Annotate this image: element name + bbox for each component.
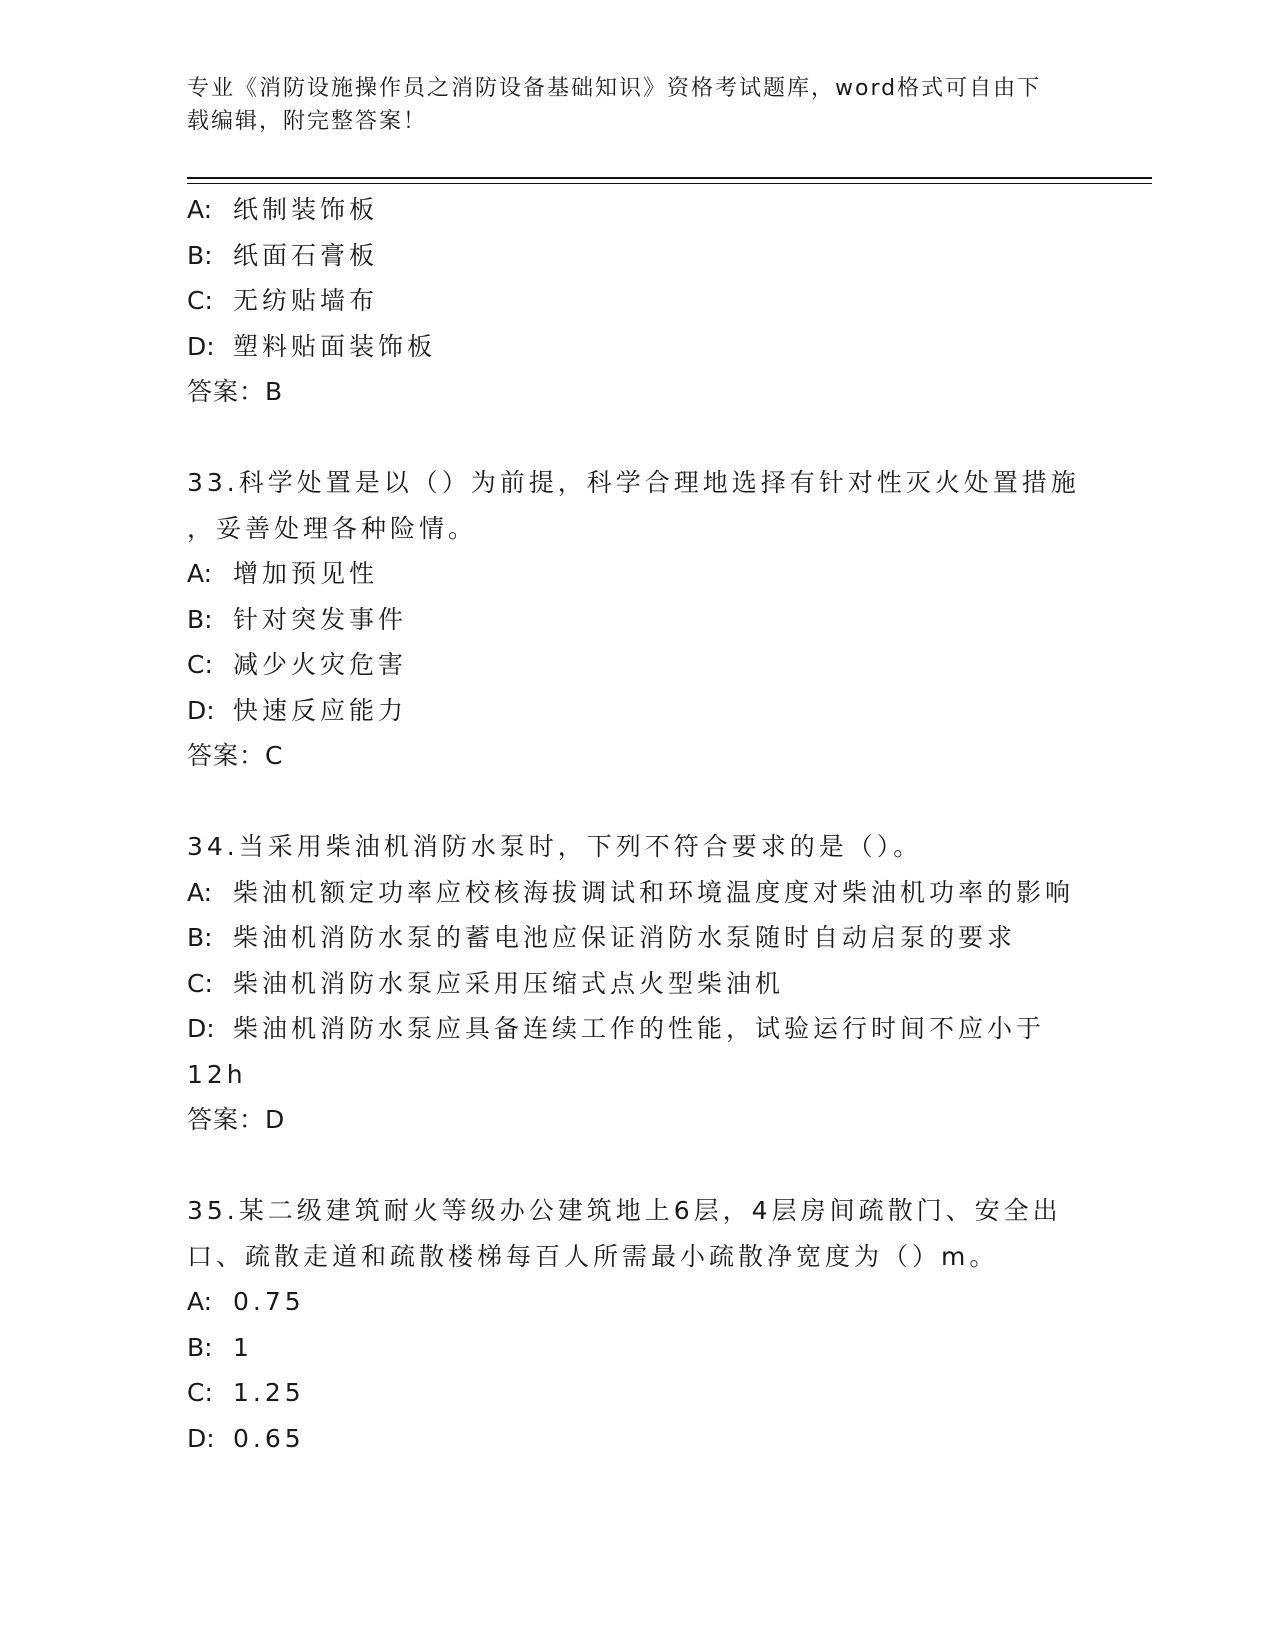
option-letter: B: [187, 1332, 213, 1362]
option-letter: D: [187, 331, 215, 361]
option-letter: D: [187, 1423, 215, 1453]
option-letter: C: [187, 650, 213, 679]
spacer [187, 415, 1087, 461]
option-text: 增加预见性 [233, 559, 379, 588]
spacer [187, 779, 1087, 825]
option-letter: A: [187, 195, 213, 224]
option-d [187, 1416, 1087, 1462]
header-divider-thick [187, 177, 1152, 179]
question-32-block [187, 187, 1087, 415]
question-stem-continued: ，妥善处理各种险情。 [187, 513, 478, 543]
option-b [187, 1325, 1087, 1371]
option-d [187, 688, 1087, 734]
question-stem-continued: 口、疏散走道和疏散楼梯每百人所需最小疏散净宽度为（）m。 [187, 1241, 999, 1271]
option-letter: A: [187, 1287, 213, 1316]
option-d [187, 324, 1087, 370]
question-stem: 34.当采用柴油机消防水泵时，下列不符合要求的是（）。 [187, 832, 923, 861]
spacer [187, 1143, 1087, 1189]
option-text: 快速反应能力 [233, 695, 408, 725]
option-text: 柴油机消防水泵应采用压缩式点火型柴油机 [233, 968, 785, 998]
option-text: 0.65 [233, 1423, 305, 1453]
option-letter: B: [187, 240, 213, 270]
option-letter: B: [187, 923, 213, 952]
option-letter: B: [187, 604, 213, 634]
option-a [187, 1279, 1087, 1325]
option-letter: C: [187, 286, 213, 315]
option-text: 柴油机消防水泵应具备连续工作的性能，试验运行时间不应小于 [233, 1014, 1046, 1043]
option-text: 柴油机额定功率应校核海拔调试和环境温度度对柴油机功率的影响 [233, 877, 1075, 907]
option-text: 无纺贴墙布 [233, 286, 379, 315]
option-b [187, 915, 1087, 961]
option-c [187, 642, 1087, 688]
header-line-2: 载编辑，附完整答案！ [187, 109, 428, 134]
question-stem: 33.科学处置是以（）为前提，科学合理地选择有针对性灭火处置措施 [187, 468, 1080, 497]
option-text: 减少火灾危害 [233, 650, 408, 679]
option-c [187, 1370, 1087, 1416]
question-content [187, 187, 1087, 1461]
document-header [187, 72, 1067, 138]
question-33-block [187, 460, 1087, 779]
question-34-block [187, 824, 1087, 1143]
option-letter: A: [187, 877, 213, 907]
option-a [187, 551, 1087, 597]
option-letter: A: [187, 559, 213, 588]
option-letter: D: [187, 1014, 215, 1043]
answer-line: 答案：D [187, 1105, 286, 1134]
question-35-block [187, 1188, 1087, 1461]
option-a [187, 187, 1087, 233]
option-text: 纸制装饰板 [233, 195, 379, 224]
answer-line: 答案：B [187, 377, 284, 406]
header-divider-thin [187, 183, 1152, 184]
option-text: 1 [233, 1332, 253, 1362]
option-b [187, 233, 1087, 279]
option-text: 柴油机消防水泵的蓄电池应保证消防水泵随时自动启泵的要求 [233, 923, 1017, 952]
option-d-continued: 12h [187, 1059, 247, 1089]
option-letter: D: [187, 695, 215, 725]
header-line-1: 专业《消防设施操作员之消防设备基础知识》资格考试题库，word格式可自由下 [187, 76, 1042, 101]
option-text: 针对突发事件 [233, 604, 408, 634]
question-stem: 35.某二级建筑耐火等级办公建筑地上6层，4层房间疏散门、安全出 [187, 1196, 1062, 1225]
option-text: 0.75 [233, 1287, 305, 1316]
option-text: 纸面石膏板 [233, 240, 379, 270]
option-a [187, 870, 1087, 916]
option-text: 塑料贴面装饰板 [233, 331, 437, 361]
option-c [187, 961, 1087, 1007]
option-b [187, 597, 1087, 643]
answer-line: 答案：C [187, 741, 284, 770]
option-letter: C: [187, 1378, 213, 1407]
option-text: 1.25 [233, 1378, 305, 1407]
option-letter: C: [187, 968, 213, 998]
option-c [187, 278, 1087, 324]
option-d [187, 1006, 1087, 1052]
